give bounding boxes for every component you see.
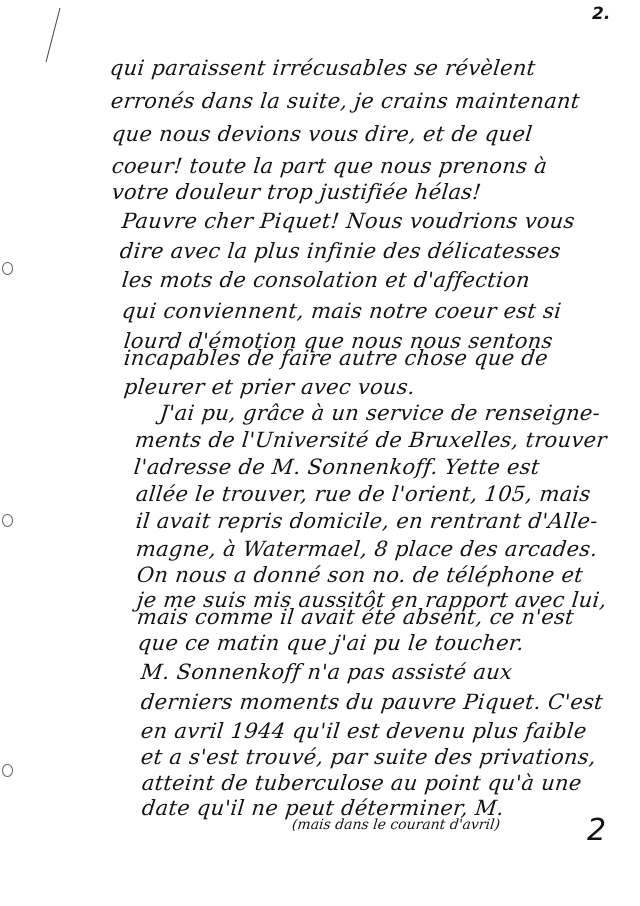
margin-mark: 2 <box>587 813 607 848</box>
letter-line: que nous devions vous dire, et de quel <box>110 122 534 146</box>
letter-line: mais comme il avait été absent, ce n'est <box>135 605 576 629</box>
letter-line: coeur! toute la part que nous prenons à <box>110 154 549 178</box>
punch-hole <box>2 514 13 527</box>
letter-line: allée le trouver, rue de l'orient, 105, mais <box>134 482 592 506</box>
letter-line: Pauvre cher Piquet! Nous voudrions vous <box>120 209 577 233</box>
letter-line: On nous a donné son no. de téléphone et <box>135 563 585 587</box>
letter-line: et a s'est trouvé, par suite des privations, <box>139 745 598 769</box>
letter-line: les mots de consolation et d'affection <box>120 268 532 292</box>
letter-line: M. Sonnenkoff n'a pas assisté aux <box>139 660 514 684</box>
letter-line: lourd d'émotion que nous nous sentons <box>122 329 555 353</box>
letter-line: J'ai pu, grâce à un service de renseigne- <box>158 401 602 425</box>
letter-line: l'adresse de M. Sonnenkoff. Yette est <box>132 455 541 479</box>
punch-hole <box>2 764 13 777</box>
letter-line: en avril 1944 qu'il est devenu plus faible <box>139 719 588 743</box>
letter-line: dire avec la plus infinie des délicatesses <box>118 239 563 263</box>
letter-line: derniers moments du pauvre Piquet. C'est <box>139 690 605 714</box>
letter-line: votre douleur trop justifiée hélas! <box>110 180 483 204</box>
page-number: 2. <box>592 4 611 24</box>
letter-line: qui paraissent irrécusables se révèlent <box>108 56 537 80</box>
letter-line: atteint de tuberculose au point qu'à une <box>140 771 583 795</box>
letter-line: je me suis mis aussitôt en rapport avec lui, <box>135 588 608 612</box>
letter-line: que ce matin que j'ai pu le toucher. <box>136 631 526 655</box>
punch-hole <box>2 262 13 275</box>
letter-line: qui conviennent, mais notre coeur est si <box>120 299 563 323</box>
letter-line: ments de l'Université de Bruxelles, trouver <box>133 428 609 452</box>
closing-note: (mais dans le courant d'avril) <box>291 817 501 833</box>
letter-line: erronés dans la suite, je crains maintenant <box>109 89 581 113</box>
letter-line: pleurer et prier avec vous. <box>122 375 417 399</box>
letter-line: incapables de faire autre chose que de <box>122 346 550 370</box>
letter-line: magne, à Watermael, 8 place des arcades. <box>134 537 599 561</box>
letter-line: il avait repris domicile, en rentrant d'Alle- <box>134 509 600 533</box>
letter-line: date qu'il ne peut déterminer, M. <box>140 796 506 820</box>
